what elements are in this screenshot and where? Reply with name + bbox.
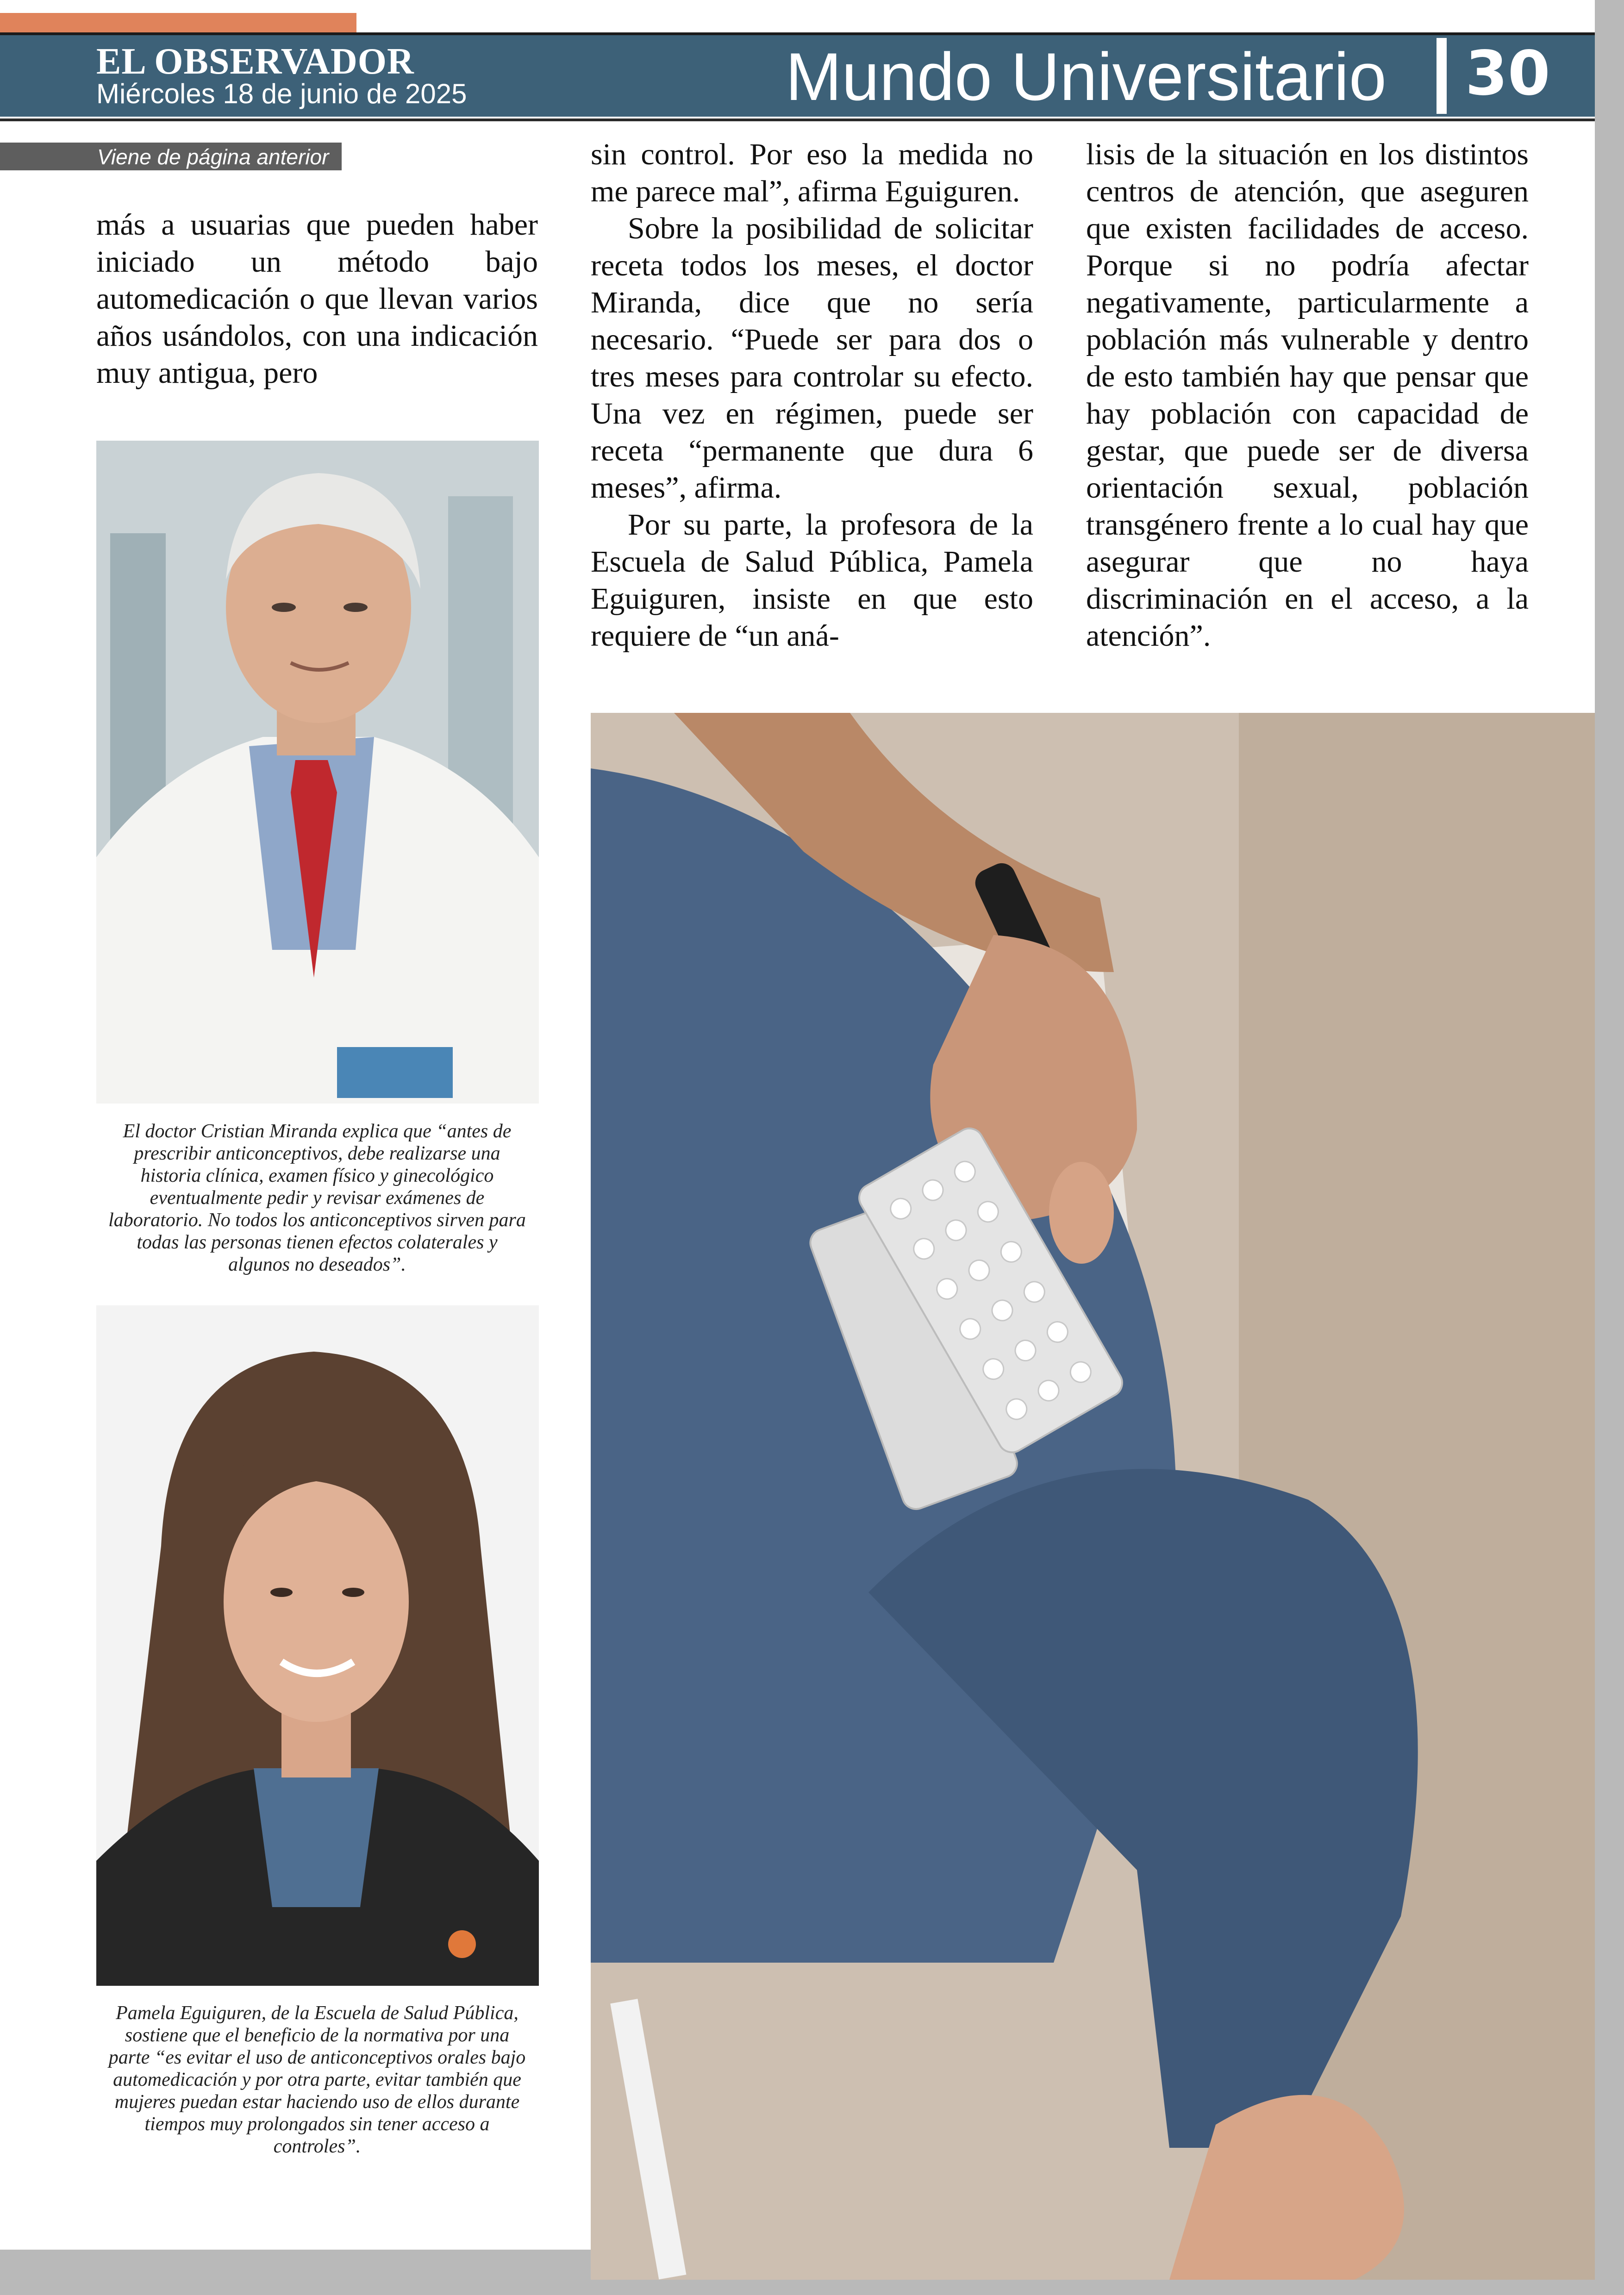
section-title: Mundo Universitario [785, 39, 1387, 114]
continued-tag-label: Viene de página anterior [97, 145, 329, 169]
pamela-photo [96, 1305, 539, 1986]
paragraph: sin control. Por eso la medida no me parece mal”, afirma Eguiguren. [591, 137, 1033, 208]
article-column-2 [591, 136, 1033, 655]
page-header [0, 32, 1595, 117]
publication-date: Miércoles 18 de junio de 2025 [96, 78, 467, 109]
accent-bar [0, 13, 356, 32]
paragraph: lisis de la situación en los distintos centros de atención, que aseguren que existen facilidades de acceso. Porque si no podría afectar negativamente, particularmente a población más vulnerable y dentro de esto también hay que pensar que hay población con capacidad de gestar, que puede ser de diversa orientación sexual, población transgénero frente a lo cual hay que asegurar que no haya discriminación en el acceso, a la atención”. [1086, 137, 1529, 653]
continued-tag [0, 143, 342, 170]
article-column-3 [1086, 136, 1529, 655]
contraceptive-pills-photo [591, 713, 1595, 2280]
paragraph: Por su parte, la profesora de la Escuela de Salud Pública, Pamela Eguiguren, insiste en que esto requiere de “un aná- [591, 508, 1033, 653]
paragraph: más a usuarias que pueden haber iniciado un método bajo automedicación o que llevan varios años usándolos, con una indicación muy antigua, pero [96, 208, 538, 390]
doctor-photo [96, 441, 539, 1104]
article-column-1 [96, 206, 538, 392]
masthead: EL OBSERVADOR [96, 41, 414, 82]
header-rule [0, 118, 1595, 121]
pamela-caption: Pamela Eguiguren, de la Escuela de Salud Pública, sostiene que el beneficio de la normativa por una parte “es evitar el uso de anticonceptivos orales bajo automedicación y por otra parte, evitar también que mujeres puedan estar haciendo uso de ellos durante tiempos muy prolongados sin tener acceso a controles”. [108, 2002, 526, 2157]
header-divider [1437, 38, 1447, 114]
page-number: 30 [1465, 38, 1550, 109]
doctor-caption: El doctor Cristian Miranda explica que “antes de prescribir anticonceptivos, debe realizarse una historia clínica, examen físico y ginecológico eventualmente pedir y revisar exámenes de laboratorio. No todos los anticonceptivos sirven para todas las personas tienen efectos colaterales y algunos no deseados”. [108, 1121, 526, 1275]
paragraph: Sobre la posibilidad de solicitar receta todos los meses, el doctor Miranda, dice que no sería necesario. “Puede ser para dos o tres meses para controlar su efecto. Una vez en régimen, puede ser receta “permanente que dura 6 meses”, afirma. [591, 212, 1033, 505]
